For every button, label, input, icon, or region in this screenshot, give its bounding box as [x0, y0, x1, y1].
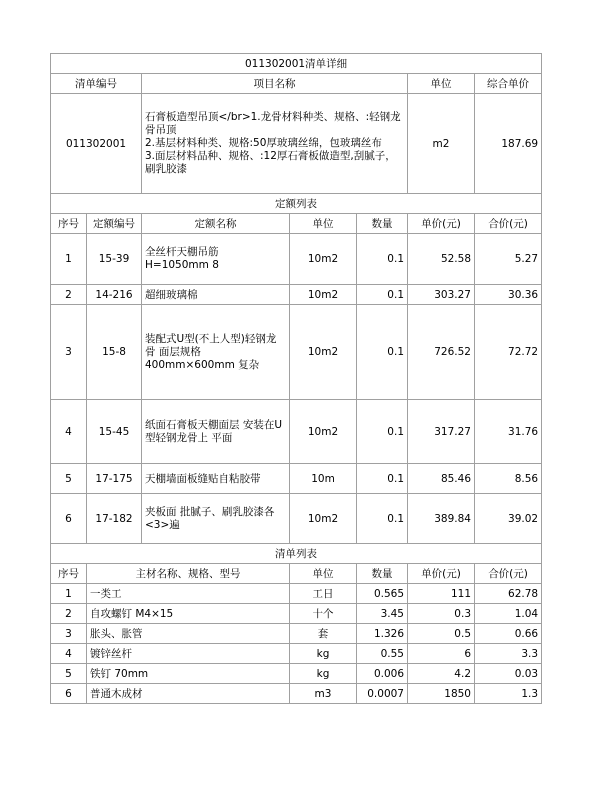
material-name: 一类工 [87, 584, 290, 604]
quota-total: 31.76 [475, 400, 542, 464]
material-seq: 5 [51, 664, 87, 684]
quota-name: 装配式U型(不上人型)轻钢龙骨 面层规格 400mm×600mm 复杂 [142, 305, 290, 400]
material-name: 胀头、胀管 [87, 624, 290, 644]
quota-header-name: 定额名称 [142, 214, 290, 234]
quota-total: 39.02 [475, 494, 542, 544]
quota-code: 15-8 [87, 305, 142, 400]
material-price: 6 [408, 644, 475, 664]
quota-unit: 10m2 [290, 285, 357, 305]
quota-unit: 10m2 [290, 400, 357, 464]
material-name: 普通木成材 [87, 684, 290, 704]
material-price: 4.2 [408, 664, 475, 684]
material-unit: 十个 [290, 604, 357, 624]
quota-total: 72.72 [475, 305, 542, 400]
material-total: 1.3 [475, 684, 542, 704]
material-seq: 1 [51, 584, 87, 604]
material-row [51, 604, 542, 624]
quota-qty: 0.1 [357, 494, 408, 544]
detail-table [50, 53, 542, 704]
quota-qty: 0.1 [357, 400, 408, 464]
quota-row [51, 464, 542, 494]
quota-code: 15-45 [87, 400, 142, 464]
quota-header-price: 单价(元) [408, 214, 475, 234]
material-qty: 0.55 [357, 644, 408, 664]
quota-row [51, 400, 542, 464]
material-unit: 套 [290, 624, 357, 644]
summary-code: 011302001 [51, 94, 142, 194]
quota-price: 389.84 [408, 494, 475, 544]
quota-unit: 10m2 [290, 494, 357, 544]
material-total: 62.78 [475, 584, 542, 604]
materials-header-seq: 序号 [51, 564, 87, 584]
quota-seq: 3 [51, 305, 87, 400]
quota-qty: 0.1 [357, 305, 408, 400]
quota-qty: 0.1 [357, 285, 408, 305]
material-price: 1850 [408, 684, 475, 704]
quota-seq: 4 [51, 400, 87, 464]
quota-name: 纸面石膏板天棚面层 安装在U型轻钢龙骨上 平面 [142, 400, 290, 464]
material-total: 0.66 [475, 624, 542, 644]
quota-seq: 2 [51, 285, 87, 305]
material-qty: 1.326 [357, 624, 408, 644]
title-row [51, 54, 542, 74]
header-unit: 单位 [408, 74, 475, 94]
quota-total: 8.56 [475, 464, 542, 494]
header-unit-price: 综合单价 [475, 74, 542, 94]
materials-header-price: 单价(元) [408, 564, 475, 584]
material-seq: 3 [51, 624, 87, 644]
summary-unit-price: 187.69 [475, 94, 542, 194]
material-price: 111 [408, 584, 475, 604]
quota-name: 夹板面 批腻子、刷乳胶漆各<3>遍 [142, 494, 290, 544]
quota-row [51, 285, 542, 305]
quota-price: 317.27 [408, 400, 475, 464]
quota-header-code: 定额编号 [87, 214, 142, 234]
quota-price: 52.58 [408, 234, 475, 285]
material-name: 铁钉 70mm [87, 664, 290, 684]
material-total: 0.03 [475, 664, 542, 684]
material-total: 1.04 [475, 604, 542, 624]
material-unit: 工日 [290, 584, 357, 604]
quota-header-total: 合价(元) [475, 214, 542, 234]
quota-row [51, 494, 542, 544]
material-unit: kg [290, 644, 357, 664]
material-row [51, 684, 542, 704]
material-unit: kg [290, 664, 357, 684]
quota-total: 30.36 [475, 285, 542, 305]
quota-section-title: 定额列表 [51, 194, 542, 214]
material-row [51, 644, 542, 664]
quota-unit: 10m [290, 464, 357, 494]
summary-header-row [51, 74, 542, 94]
document-title: 011302001清单详细 [51, 54, 542, 74]
quota-qty: 0.1 [357, 464, 408, 494]
quota-name: 天棚墙面板缝贴自粘胶带 [142, 464, 290, 494]
quota-price: 303.27 [408, 285, 475, 305]
material-qty: 0.006 [357, 664, 408, 684]
summary-row [51, 94, 542, 194]
material-name: 镀锌丝杆 [87, 644, 290, 664]
material-unit: m3 [290, 684, 357, 704]
quota-unit: 10m2 [290, 305, 357, 400]
quota-total: 5.27 [475, 234, 542, 285]
header-item-name: 项目名称 [142, 74, 408, 94]
materials-section-title: 清单列表 [51, 544, 542, 564]
quota-name: 超细玻璃棉 [142, 285, 290, 305]
quota-price: 726.52 [408, 305, 475, 400]
summary-unit: m2 [408, 94, 475, 194]
material-name: 自攻螺钉 M4×15 [87, 604, 290, 624]
material-price: 0.3 [408, 604, 475, 624]
material-qty: 0.565 [357, 584, 408, 604]
quota-name: 全丝杆天棚吊筋 H=1050mm 8 [142, 234, 290, 285]
quota-header-qty: 数量 [357, 214, 408, 234]
materials-header-unit: 单位 [290, 564, 357, 584]
quota-seq: 5 [51, 464, 87, 494]
materials-header-name: 主材名称、规格、型号 [87, 564, 290, 584]
quota-row [51, 305, 542, 400]
quota-header-row [51, 214, 542, 234]
material-total: 3.3 [475, 644, 542, 664]
quota-qty: 0.1 [357, 234, 408, 285]
materials-header-qty: 数量 [357, 564, 408, 584]
quota-code: 17-175 [87, 464, 142, 494]
material-price: 0.5 [408, 624, 475, 644]
material-seq: 2 [51, 604, 87, 624]
quota-seq: 6 [51, 494, 87, 544]
quota-unit: 10m2 [290, 234, 357, 285]
quota-section-row [51, 194, 542, 214]
quota-price: 85.46 [408, 464, 475, 494]
material-qty: 0.0007 [357, 684, 408, 704]
material-row [51, 584, 542, 604]
summary-item-description: 石膏板造型吊顶</br>1.龙骨材料种类、规格、:轻钢龙骨吊顶 2.基层材料种类、规格:50厚玻璃丝绵，包玻璃丝布 3.面层材料品种、规格、:12厚石膏板做造型,刮腻子，刷乳胶漆 [142, 94, 408, 194]
quota-code: 14-216 [87, 285, 142, 305]
material-row [51, 624, 542, 644]
materials-header-total: 合价(元) [475, 564, 542, 584]
material-seq: 6 [51, 684, 87, 704]
quota-seq: 1 [51, 234, 87, 285]
materials-section-row [51, 544, 542, 564]
materials-header-row [51, 564, 542, 584]
quota-code: 15-39 [87, 234, 142, 285]
quota-row [51, 234, 542, 285]
quota-header-seq: 序号 [51, 214, 87, 234]
material-seq: 4 [51, 644, 87, 664]
header-list-code: 清单编号 [51, 74, 142, 94]
material-qty: 3.45 [357, 604, 408, 624]
quota-code: 17-182 [87, 494, 142, 544]
quota-header-unit: 单位 [290, 214, 357, 234]
material-row [51, 664, 542, 684]
